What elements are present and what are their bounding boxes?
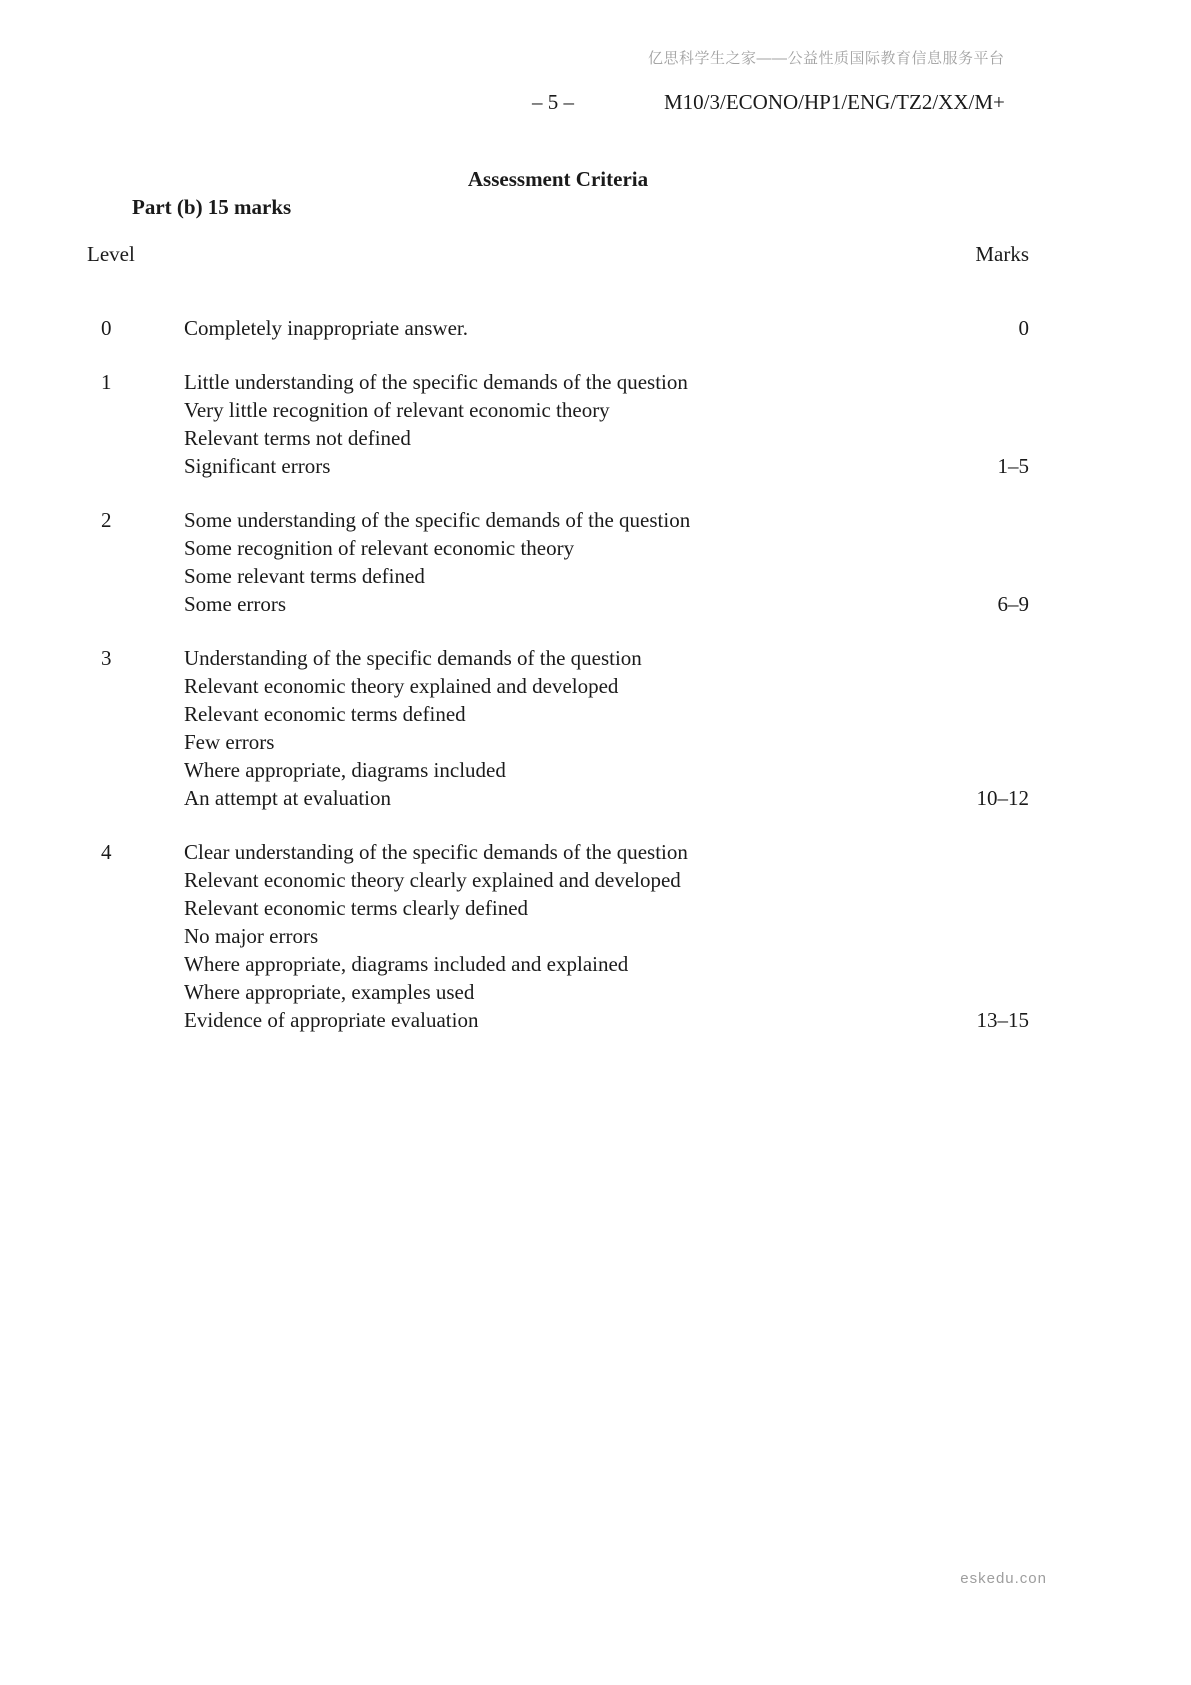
descriptor-line: Clear understanding of the specific demands of the question xyxy=(184,840,688,864)
descriptor-list xyxy=(184,506,919,618)
descriptor-line: Relevant economic terms clearly defined xyxy=(184,896,529,920)
criteria-row xyxy=(87,368,1029,480)
descriptor-line: Where appropriate, diagrams included xyxy=(184,758,506,782)
descriptor-line: Evidence of appropriate evaluation xyxy=(184,1008,479,1032)
marks-range: 1–5 xyxy=(997,454,1029,478)
criteria-rows xyxy=(87,314,1029,1034)
descriptor-line: Completely inappropriate answer. xyxy=(184,316,469,340)
criteria-table-header xyxy=(87,240,1029,268)
top-watermark: 亿思科学生之家——公益性质国际教育信息服务平台 xyxy=(648,50,1005,67)
descriptor-line: Understanding of the specific demands of the question xyxy=(184,646,642,670)
descriptor-line: Some recognition of relevant economic theory xyxy=(184,536,575,560)
descriptor-line: An attempt at evaluation xyxy=(184,786,392,810)
descriptor-line: Few errors xyxy=(184,730,275,754)
descriptor-line: Relevant economic theory clearly explained and developed xyxy=(184,868,681,892)
descriptor-line: No major errors xyxy=(184,924,319,948)
descriptor-list xyxy=(184,368,919,480)
part-heading: Part (b) 15 marks xyxy=(132,195,292,219)
table-header-spacer xyxy=(184,240,919,268)
marks-range: 10–12 xyxy=(976,786,1029,810)
level-number: 4 xyxy=(101,840,112,864)
level-number: 2 xyxy=(101,508,112,532)
descriptor-line: Relevant economic theory explained and developed xyxy=(184,674,619,698)
descriptor-line: Some understanding of the specific demands of the question xyxy=(184,508,691,532)
descriptor-line: Where appropriate, diagrams included and explained xyxy=(184,952,629,976)
criteria-row xyxy=(87,506,1029,618)
descriptor-list xyxy=(184,838,919,1034)
marks-column-header: Marks xyxy=(975,242,1029,266)
page-content xyxy=(87,0,1029,1060)
descriptor-line: Some errors xyxy=(184,592,287,616)
marks-range: 0 xyxy=(1018,316,1029,340)
level-number: 1 xyxy=(101,370,112,394)
descriptor-line: Very little recognition of relevant economic theory xyxy=(184,398,610,422)
descriptor-line: Some relevant terms defined xyxy=(184,564,425,588)
descriptor-line: Significant errors xyxy=(184,454,331,478)
marks-range: 13–15 xyxy=(976,1008,1029,1032)
descriptor-list xyxy=(184,644,919,812)
page-title: Assessment Criteria xyxy=(467,167,649,191)
descriptor-line: Relevant terms not defined xyxy=(184,426,411,450)
descriptor-line: Little understanding of the specific demands of the question xyxy=(184,370,688,394)
descriptor-list xyxy=(184,314,919,342)
criteria-row xyxy=(87,838,1029,1034)
level-number: 0 xyxy=(101,316,112,340)
descriptor-line: Where appropriate, examples used xyxy=(184,980,475,1004)
level-column-header: Level xyxy=(87,242,135,266)
criteria-row xyxy=(87,314,1029,342)
criteria-row xyxy=(87,644,1029,812)
marks-range: 6–9 xyxy=(997,592,1029,616)
descriptor-line: Relevant economic terms defined xyxy=(184,702,466,726)
bottom-watermark: eskedu.con xyxy=(960,1570,1047,1587)
page-number: – 5 – xyxy=(532,90,574,114)
level-number: 3 xyxy=(101,646,112,670)
document-code: M10/3/ECONO/HP1/ENG/TZ2/XX/M+ xyxy=(664,90,1005,114)
